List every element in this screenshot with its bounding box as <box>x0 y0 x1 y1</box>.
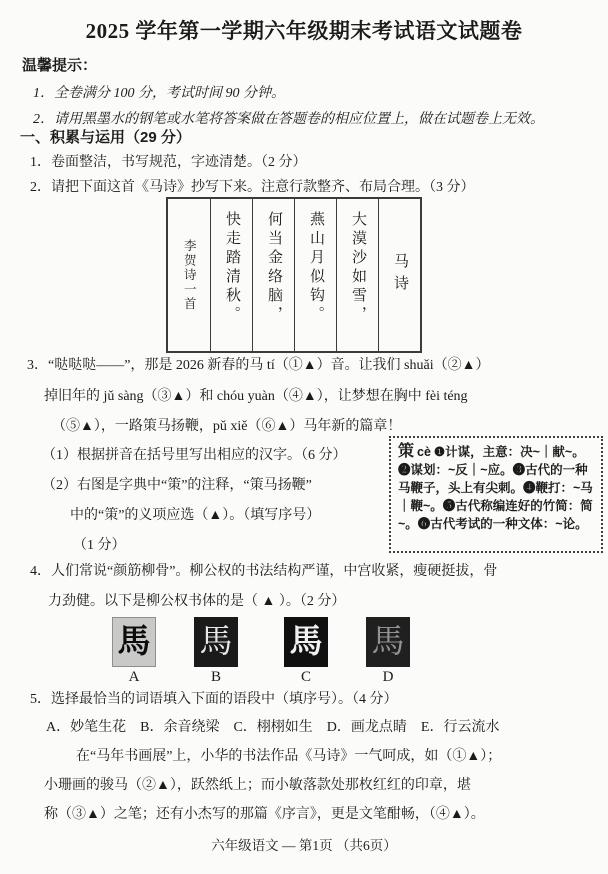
question-3-sub-2-line-1: （2）右图是字典中“策”的注释，“策马扬鞭” <box>42 478 312 493</box>
question-3-sub-1: （1）根据拼音在括号里写出相应的汉字。（6 分） <box>42 448 347 463</box>
calligraphy-label-d: D <box>382 669 394 685</box>
poem-column-author <box>168 199 210 351</box>
calligraphy-char-b: 馬 <box>199 623 233 660</box>
question-4-line-1: 4．人们常说“颜筋柳骨”。柳公权的书法结构严谨，中宫收紧，瘦硬挺拔，骨 <box>30 564 498 579</box>
calligraphy-label-a: A <box>128 669 140 685</box>
question-5-options: A．妙笔生花 B．余音绕梁 C．栩栩如生 D．画龙点睛 E．行云流水 <box>46 720 500 735</box>
notice-item-2: 2．请用黑墨水的钢笔或水笔将答案做在答题卷的相应位置上，做在试题卷上无效。 <box>33 112 544 127</box>
calligraphy-option-a <box>112 617 156 686</box>
calligraphy-image-a <box>112 617 156 667</box>
question-3-sub-2-line-2: 中的“策”的义项应选（▲）。（填写序号） <box>70 508 321 523</box>
poem-line4-text: 快走踏清秋。 <box>224 211 240 325</box>
question-3-line-1: 3．“哒哒哒——”，那是 2026 新春的马 tí（①▲）音。让我们 shuǎi（②▲） <box>27 358 490 373</box>
poem-column-line3 <box>252 199 294 351</box>
calligraphy-image-b <box>194 617 238 667</box>
calligraphy-label-b: B <box>210 669 221 685</box>
poem-title-text: 马诗 <box>392 253 408 297</box>
calligraphy-label-c: C <box>300 669 311 685</box>
question-5-line-1: 5．选择最恰当的词语填入下面的语段中（填序号）。（4 分） <box>30 692 398 707</box>
calligraphy-option-c <box>284 617 328 686</box>
question-5-paragraph-line-3: 称（③▲）之笔；还有小杰写的那篇《序言》，更是文笔酣畅，（④▲）。 <box>44 807 485 822</box>
calligraphy-option-b <box>194 617 238 686</box>
dictionary-headword: 策 <box>398 443 415 460</box>
page-title: 2025 学年第一学期六年级期末考试语文试题卷 <box>85 19 523 43</box>
poem-column-line2 <box>294 199 336 351</box>
question-3-line-3: （⑤▲），一路策马扬鞭，pǔ xiě（⑥▲）马年新的篇章！ <box>52 419 402 434</box>
question-5-paragraph-line-1: 在“马年书画展”上，小华的书法作品《马诗》一气呵成，如（①▲）； <box>76 749 502 764</box>
poem-copy-table <box>166 197 422 353</box>
calligraphy-char-c: 馬 <box>289 623 323 660</box>
poem-line3-text: 何当金络脑， <box>266 211 282 325</box>
calligraphy-char-d: 馬 <box>371 623 405 660</box>
question-5-paragraph-line-2: 小珊画的骏马（②▲），跃然纸上；而小敏落款处那枚红红的印章，堪 <box>44 778 471 793</box>
dictionary-pinyin: cè <box>417 445 431 459</box>
calligraphy-option-d <box>366 617 410 686</box>
poem-column-title <box>378 199 420 351</box>
section-heading: 一、积累与运用（29 分） <box>20 129 191 146</box>
question-4-line-2: 力劲健。以下是柳公权书体的是（ ▲ ）。（2 分） <box>48 594 346 609</box>
poem-column-line1 <box>336 199 378 351</box>
calligraphy-char-a: 馬 <box>117 623 151 660</box>
notice-heading: 温馨提示： <box>22 57 98 74</box>
poem-author-text: 李贺诗一首 <box>182 238 197 312</box>
calligraphy-image-c <box>284 617 328 667</box>
calligraphy-image-d <box>366 617 410 667</box>
question-2: 2．请把下面这首《马诗》抄写下来。注意行款整齐、布局合理。（3 分） <box>30 180 475 195</box>
dictionary-definition: ❶计谋，主意：决~｜献~。❷谋划：~反｜~应。❸古代的一种马鞭子，头上有尖刺。❹鞭打：~马｜鞭~。❺古代称编连好的竹简：简~。❻古代考试的一种文体：~论。 <box>398 445 593 531</box>
page-footer: 六年级语文 — 第1页 （共6页） <box>211 838 397 853</box>
notice-item-1: 1．全卷满分 100 分，考试时间 90 分钟。 <box>33 86 285 101</box>
dictionary-note-box <box>389 436 603 553</box>
question-3-sub-2-points: （1 分） <box>73 538 126 553</box>
poem-line1-text: 大漠沙如雪， <box>350 211 366 325</box>
poem-column-line4 <box>210 199 252 351</box>
question-3-line-2: 掉旧年的 jǔ sàng（③▲）和 chóu yuàn（④▲），让梦想在胸中 fèi téng <box>44 389 468 404</box>
poem-line2-text: 燕山月似钩。 <box>308 211 324 325</box>
question-1: 1．卷面整洁，书写规范，字迹清楚。（2 分） <box>30 155 307 170</box>
